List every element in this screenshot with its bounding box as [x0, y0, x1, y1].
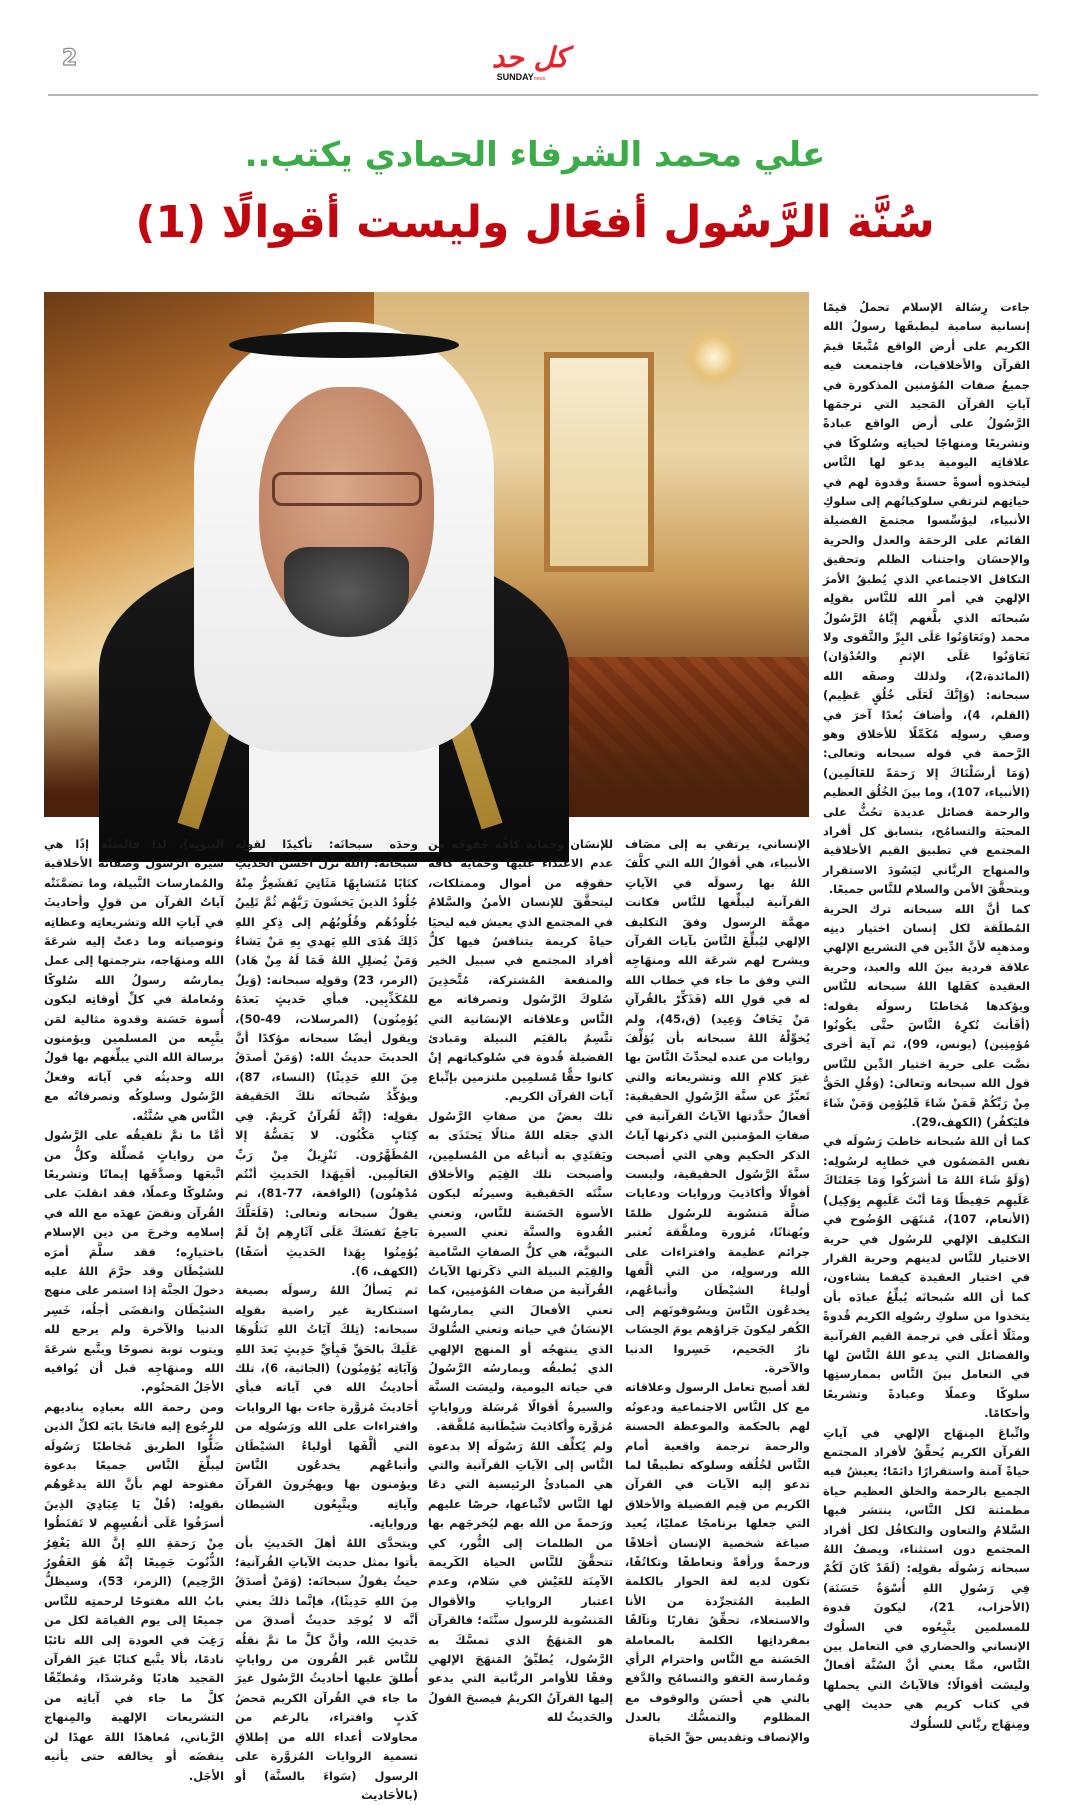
logo-english-main: SUNDAY	[496, 72, 534, 82]
logo-english	[452, 72, 590, 84]
page-number: 2	[62, 46, 78, 71]
paragraph: ومن رحمة الله بعبادِه يناديهم للرجُوع إليه فاتحًا بابَه لكلِّ الذين ضَلُّوا الطريق مُخاطبًا رَسُولَه ليبلِّغَ النَّاس جميعًا بدعوة مفتوحة لهم بأنَّ اللهَ يدعُوهُم بقولِه: (قُلْ يَا عِبَادِيَ الذِينَ أسرَفُوا عَلَى أنفُسِهِم لا تَقنَطُوا مِنْ رَحمَةِ اللهِ إنَّ اللهَ يَغْفِرُ الذُّنُوبَ جَمِيعًا إنَّهُ هُوَ الغَفُورُ الرَّحِيم) (الزمر، 53)، وسيظلُّ بابُ الله مفتوحًا لرحمتِه للنَّاس جميعًا إلى يوم القيامَة لكل من رَغِبَ في العودة إلى الله تائبًا نادمًا، بألا يتَّبع كتابًا غيرَ القرآن المَجيد هاديًا ومُرشدًا، ومُطبِّقًا كلَّ ما جاء في آياتِه من التشريعات الإلهية والمِنهاج الرَّباني، مُعاهدًا اللهَ عهدًا لن ينقضَه أو يخالفه حتى يأتيه الأجَل.	[44, 1399, 224, 1783]
paragraph: وحدَه سبحانَه: تأكيدًا لقولِه سبحانه: (اللهُ نَزَّلَ أحسَنَ الحَديثِ كتَابًا مُتَشابِهًا مَثَانِيَ تَقشَعِرُّ مِنْهُ جُلُودُ الذينَ يَخشَونَ رَبَّهُم ثُمَّ تَلِينُ جُلُودُهُم وقُلُوبُهُم إلى ذِكرِ اللهِ ذَلِكَ هُدَى اللهِ يَهدي بِهِ مَنْ يَشاءُ وَمَنْ يُضلِلِ اللهُ فَمَا لَهُ مِنْ هَاد) (الزمر، 23) وقولِه سبحانه: (وَيلٌ للمُكَذِّبِين. فبأي حَديثٍ بَعدَهُ يُؤمِنُون) (المرسلات، 49-50)، ويقول أيضًا سبحانه مؤكدًا أنَّ الحديثَ حديثُ الله: (وَمَنْ أصدَقُ مِنَ اللهِ حَدِيثًا) (النساء، 87)، ويؤكِّدُ سُبحانَه تلكَ الحَقيقة بقولِه: (إنَّهُ لَقُرآنٌ كَريمٌ. فِي كِتَابٍ مَكْنُون. لا يَمَسُّهُ إلا المُطَهَّرُون. تَنْزِيلٌ مِنْ رَبِّ العَالَمِين. أفَبِهَذا الحَديثِ أنْتُم مُدْهِنُون) (الواقعة، 77-81)، ثم يقولُ سبحانه وتعالى: (فَلَعَلَّكَ بَاخِعٌ نَفسَكَ عَلَى آثَارِهِم إنْ لَمْ يُؤمِنُوا بِهَذا الحَديثِ أسَفًا) (الكهف، 6).	[235, 837, 419, 1278]
article-column-5	[44, 835, 224, 1783]
logo-arabic: كل حد	[491, 41, 569, 74]
photo-window	[544, 352, 654, 572]
paragraph: ويتحدَّى اللهُ أهلَ الحَديثِ بأن يأتوا بمثل حديث الآياتِ القُرآنية؛ حيثُ يقولُ سبحانَه: (وَمَنْ أصدَقُ مِنَ اللهِ حَدِيثًا)، فإنَّما ذلكَ يعني أنَّه لا يُوجَد حديثٌ أصدقَ من حَديثِ الله، وأنَّ كلَّ ما تمَّ نقلُه للنَّاس عَبر القُرون من رواياتٍ أُطلقَ عليها أحاديثُ الرَّسُول غيرَ ما جاء في القُرآن الكريم مَحضُ كَذبٍ وافتراء، بالرغم من محاولات أعداء الله من إطلاقِ تسمية الروايات المُزوَّرة على الرسول (سَواءَ بالسنَّة) أو (بالأحَاديث	[235, 1535, 418, 1802]
paragraph: الإنساني، يرتقي به إلى مصَاف الأنبياء، هي أقوالُ الله التي كلَّفَ اللهُ بها رسولَه في الآياتِ القرآنية ليبلِّغها للنَّاس فكانت مهمَّة الرسول وفقَ التكليف الإلهي ليُبلِّغَ النَّاسَ بآيات القرآن ويشرح لهم شرعَة الله ومنهَاجِه التي وفق ما جاء في خطاب الله له في قولِ الله (فَذَكِّرْ بالقُرآنِ مَنْ يَخَافُ وَعِيد) (ق،45)، ولم يُخوِّلْهُ اللهُ سبحانه بأن يُؤلِّفَ روايات من عنده ليحدِّثَ النَّاسَ بها غيرَ كلامِ الله وتشريعاته والتي تَعبِّرُ عن سنَّة الرَّسُولِ الحقيقية: أفعالٌ حدَّدتها الآياتُ القرآنية في صفاتِ المؤمنين التي ذكرتها آياتُ الذكر الحكيم وهي التي أصبحت سنَّةَ الرَّسُول الحقيقية، وليست أقوالًا وأكاذيبَ وروايات ودعايات ضالَّة مَنسُوبة للرسُول ظلمًا وبُهتانًا، مُزورة وملفَّقة تُعتبر جرائم عظيمة وافتراءات على الله ورسولِه، من التي ألَّفها أولياءُ الشيْطَان وأتباعُهم، يخدعُون النَّاسَ ويسُوقونَهم إلى الكُفر ليكونَ جَزاؤهم يومَ الحِسَاب نارُ الجَحيم، خَسِروا الدنيا والآخرة.	[625, 837, 810, 1375]
logo-english-suffix: news	[533, 76, 546, 82]
author-kicker: علي محمد الشرفاء الحمادي يكتب..	[244, 135, 826, 175]
article-column-3	[428, 835, 613, 1725]
article-column-4	[235, 835, 419, 1802]
paragraph: لقد أصبح تعامل الرسول وعلاقاته مع كل النَّاس الاجتماعية ودعوتُه لهم بالحكمة والموعظة الحسنة والرحمة ترجمة واقعية أمام النَّاس لخُلُقه وسلوكه تطبيقًا لما تدعو إليه الآيات في القرآن الكريم من قِيم الفضيلة والأخلاق التي جعلها برنامجًا عمليًا، يُعيد صياغة شخصية الإنسان أخلاقًا ورحمةً ورأفةً وتعاطفًا وتكاتُفًا، تكون لديه لغة الحوار بالكلمة الطيبة المُتجرِّدة من الأنا والاستعلاء، تحقِّقُ تقاربًا وتآلفًا بمفرداتِها الكلمة بالمعاملة الحَسَنة مع النَّاس واحترام الرأي ومُمارسة العَفو والتسامُح والدَّفع بالتي هي أحسَن والوقوف مع المظلوم والتمسُّك بالعدل والإنصاف وتقديس حقِّ الحَياة	[625, 1380, 810, 1744]
header-divider	[48, 94, 1038, 96]
paragraph: تلك بعضٌ من صفاتِ الرَّسُول الذي جعَله اللهُ مثالًا يَحتَذَى به ويَقتَدِي به أتباعُه من المُسلمِين، وأصبحت تلك القِيَم والأخلاق سنَّتَه الحَقيقية وسيرتُه ليكون الأسوة الحَسَنة للنَّاس، وتعني القُدوة والسنَّة تعني السيرة النبويَّة، هي كلُّ الصفاتِ السَّامية والقِيَم النبيلة التي ذكَرتها الآياتُ القُرآنية من صفات المُؤمنِين، كما تعني الأفعالَ التي يمارسُها الإنسَانُ في حياته وتعني السُّلوكَ الذي ينتهجُه أو المنهج الإلهي الذي يُطبقُه ويمارسُه الرَّسُولُ في حياته اليومية، وليسَت السنَّة والسيرةُ أقوالًا مُرسَلة ورواياتٍ مُزوَّرة وأكاذيبَ شيْطَانية مُلفَّقة.	[428, 1108, 613, 1434]
photo-beard	[284, 547, 409, 637]
paragraph: للإنسَان وحماية كافَّة حُقوقه من عدم الاعتداء عليها وحماية كافة حقوقِه من أموال وممتلكات، ليتحقَّقَ للإنسان الأمنُ والسَّلامُ في المجتمع الذي يعيش فيه ليحيَا حياةً كريمة يتنافسُ فيها كلُّ أفراد المجتمع في سبيل الخير والمنفعة المُشتركة، مُتَّخذِينَ سُلوكَ الرَّسُول وتصرفاته مع النَّاس وعلاقاته الإنسَانية التي تتَّسِمُ بالقيَم النبيلة ومَبادئ الفضيلة قُدوة في سُلوكياتهم إنْ كانوا حقًّا مُسلمِين ملتزمين بإتِّباع آيات القرآن الكريم.	[428, 837, 613, 1104]
article-column-2	[625, 835, 810, 1744]
paragraph: ولم يُكلِّف اللهُ رَسُولَه إلا بدعوة النَّاس إلى الآياتِ القرآنية والتي هي المبادئُ الرئيسية التي دعَا لها النَّاس لاتِّباعها، حرصًا عليهم ورَحمةً من الله بهم ليُخرجَهم بها من الظلمات إلى النُّور، كي تتحقَّقَ للنَّاس الحياة الكَريمة الآمِنَة للعَيْش في سَلام، وعدم اعتبار الرواياتِ والأقوال المَنسُوبة للرسول سنَّتَه؛ فالقرآن هو المَنهَجُ الذي تمسَّكَ به الرَّسُول، يُطبِّقُ المَنهَجَ الإلهي وفقًا للأوامر الربَّانية التي يدعو إليها القرآنُ الكريمُ فيصبحَ القولُ والحَديثُ لله	[428, 1438, 613, 1725]
paragraph: النبوية)، لذا فالسنَّة إذًا هي سيرة الرَّسُول وصفاتُه الأخلاقية والمُمارسات النَّبيلة، وما تضمَّنَتْه آياتُ القرآن من قولٍ وأحاديثَ في آياتِ الله وتشريعاتِه وعظاتِه وتوصياته وما دعتْ إليه شرعَةَ الله ومنهَاجه، بترجمتها إلى عمل يمارسُه رسولُ الله سُلوكًا ومُعاملة في كلِّ أوقاتِه ليكون أُسوة حَسَنة وقدوة مثالية لمَن يتَّبِعه من المسلمين ويؤمنون برسالة الله التي يبلِّغهم بها قولُ الله وحديثُه في آياته وفعلُ الرَّسُول وسلوكُه وتصرفاتُه مع النَّاس هي سُنَّتُه.	[44, 837, 224, 1123]
paragraph: أمَّا ما تمَّ تلفيقُه على الرَّسُول من رواياتٍ مُضلِّلة وكلُّ من اتَّبعَها وصدَّقَها إيمانًا وتشريعًا وسُلوكًا وعملًا، فقد انقلبَ على القُرآن ونقضَ عهدَه مع الله في إسلامِه وخرجَ من دين الإسلام باختيارِه؛ فقد سلَّمَ أمرَه للشيْطَان وقد حرَّمَ اللهُ عليه دخولَ الجنَّة إذا استمر على منهج الشيْطَان وانقضَى أجلُه، خَسِر الدنيا والآخرة ولم يرجع لله ويتوب توبة نصوحًا ويتَّبع شرعَةَ الله ومنهَاجِه قبل أن يُوافيه الأجَلُ المَحتُوم.	[44, 1128, 224, 1395]
article-headline: سُنَّة الرَّسُول أفعَال وليست أقوالًا (1)	[135, 197, 935, 248]
paragraph: كما أن اللهَ سُبحانه خاطبَ رَسُولَه في نفس المَضمُون في خطابِه لرسُولِه: (وَلَوْ شَاءَ اللهُ مَا أشرَكُوا وَمَا جَعَلنَاكَ عَلَيهِم حَفِيظًا وَمَا أنْتَ عَلَيهِم بِوَكِيل) (الأنعام، 107)، مُنتَهَى الوُضُوح في التكليف الإلهي للرسُول في حرية الاختيار للنَّاس لدينهم وحرية القرار في اختيار العقيدة كيفما يشاءون، كما أن الله سُبحانَه يُبلِّغُ عبادَه بأن يتخذوا من سلوكِ رسُولِه الكريم قُدوةً ومثَلًا أعلَى في ترجمة القيم القرآنية والفضائل التي يدعو اللهُ النَّاسَ لها في التعامل بينَ النَّاس بممارستِها سلوكًا وعملًا وعبادةً وتشريعًا وأحكامًا.	[823, 1134, 1030, 1421]
photo-agal	[229, 332, 459, 358]
paragraph: واتِّباعَ المِنهَاج الإلهي في آياتِ القرآن الكريم يُحقِّقُ لأفراد المجتمع حياةً آمنة واستقرارًا دائمًا؛ يعيشُ فيه الجميع بالرحمة والخلق العظيم حياة مطمئنة لكل النَّاس، ينتشر فيها السَّلامُ والتعاون والتكافُل لكل أفراد المجتمع دون استثناء، ويصفُ اللهُ سبحانه رَسُولَه بقولِه: (لَقَدْ كَانَ لَكُمْ فِي رَسُولِ اللهِ أُسْوَةٌ حَسَنَة) (الأحزاب، 21)، ليكونَ قدوة للمسلمين يتَّبِعُوه في السلُوك الإنساني والحضاري في التعامل بين النَّاس، ممَّا يعني أنَّ السُنَّة أفعالٌ وليسَت أقوالًا؛ فالآياتُ التي يحملها في كتاب كريم هي حديث إلهي ومِنهَاج ربَّاني للسلُوك	[823, 1425, 1030, 1731]
newspaper-logo	[470, 41, 590, 84]
author-photo	[44, 292, 809, 817]
paragraph: كما أنَّ الله سبحانه ترك الحرية المُطلَقة لكل إنسان اختيار دينِه ومذهبِه لأنَّ الدِّين في التشريع الإلهي علاقة فردية بينَ الله والعبد، وحرية العقيدة كفَلها اللهُ سبحانه للنَّاس ويؤكدها مُخاطبًا رسولَه بقوله: (أفَأنتَ تُكرِهُ النَّاسَ حتَّى يكُونُوا مُؤمِنِين) (يونس، 99)، ثم آية أخرى نصَّت على حرية اختيار الدِّين للنَّاس قول الله سبحانه وتعالى: (وَقُلِ الحَقُّ مِنْ رَبِّكُمْ فَمَنْ شَاءَ فَليُؤمِن وَمَنْ شَاءَ فليَكفُر) (الكهف،29).	[823, 901, 1031, 1130]
paragraph: جاءت رِسَالة الإسلام تحملُ قيمًا إنسانية سامية ليطبقَها رسولُ الله الكريم على أرض الواقع مُتَّبعًا قيمَ القرآن والأخلاقيات، فاجتمعت فيه جميعُ صفات المُؤمنين المذكورة في آياتِ القرآن المَجيد التي ترجمَها الرَّسُولُ على أرض الواقع عبادةً وتشريعًا ومنهاجًا لحياتِه وسُلوكًا في علاقاتِه اليومية يدعو لها النَّاس ليتخذوه أسوةً حسنةً وقدوة لهم في حياتِهم لترتقي سلوكياتُهم إلى سلوكِ الأنبياء، ليؤسِّسوا مجتمعَ الفضيلة القائم على الرحمَة والعدل والحرية والإحسَان واجتناب الظلم وتحقيق التكافل الاجتماعي الذي يُطبقُ الأمرَ الإلهيَ في أمر الله للنَّاس بقولِه سُبحانَه الذي بلَّغهم إيَّاهُ الرَّسُولُ محمد (وتَعَاوَنُوا عَلَى البِرِّ والتَّقوى ولا تَعَاوَنُوا عَلَى الإثمِ والعُدْوَان) (المائدة،2)، ولذلك وصفَه الله سبحانه: (وَإنَّكَ لَعَلَى خُلُقٍ عَظِيم) (القلم، 4)، وأضافَ بُعدًا آخرَ في وصفِ رسولِه مُكَمِّلًا للأخلاق وهو الرَّحمة في قوله سبحانه وتعالى: (وَمَا أرسَلْنَاكَ إلا رَحمَةً للعَالَمِين) (الأنبياء، 107)، وما بينَ الخُلُق العظيم والرحمة فضائل عديدة تحُثُّ على المحبَة والتسامُح، يتسابق كل أفراد المجتمع في تطبيق القيم الأخلاقية والمنهاج الربَّاني ليَسُودَ الاستقرار ويتحقَّقَ الأمن والسلام للنَّاس جميعًا.	[823, 300, 1030, 897]
photo-chandelier	[684, 322, 744, 392]
photo-glasses	[272, 472, 422, 506]
paragraph: ثم يَسألُ اللهُ رسولَه بصيغة استنكارية غير راضية بقولِه سبحانه: (تِلكَ آيَاتُ اللهِ نَتلُوهَا عَلَيكَ بالحَقِّ فَبِأيِّ حَدِيثٍ بَعدَ اللهِ وَآيَاتِه يُؤمِنُون) (الجاثية، 6)، تلك أحاديثُ الله في آياته فبأي أحَاديثَ مُزوَّرة جاءت بها الروايات وافتراءات على الله ورَسُولِه من التي ألَّفَها أولياءُ الشيْطَان وأتباعُهم يخدعُون النَّاسَ ويؤمنون بها ويهجُرونَ القرآنَ وآياتِه ويتَّبِعُون الشيطان ورواياتِه.	[235, 1283, 418, 1531]
article-column-1	[823, 298, 1031, 1731]
